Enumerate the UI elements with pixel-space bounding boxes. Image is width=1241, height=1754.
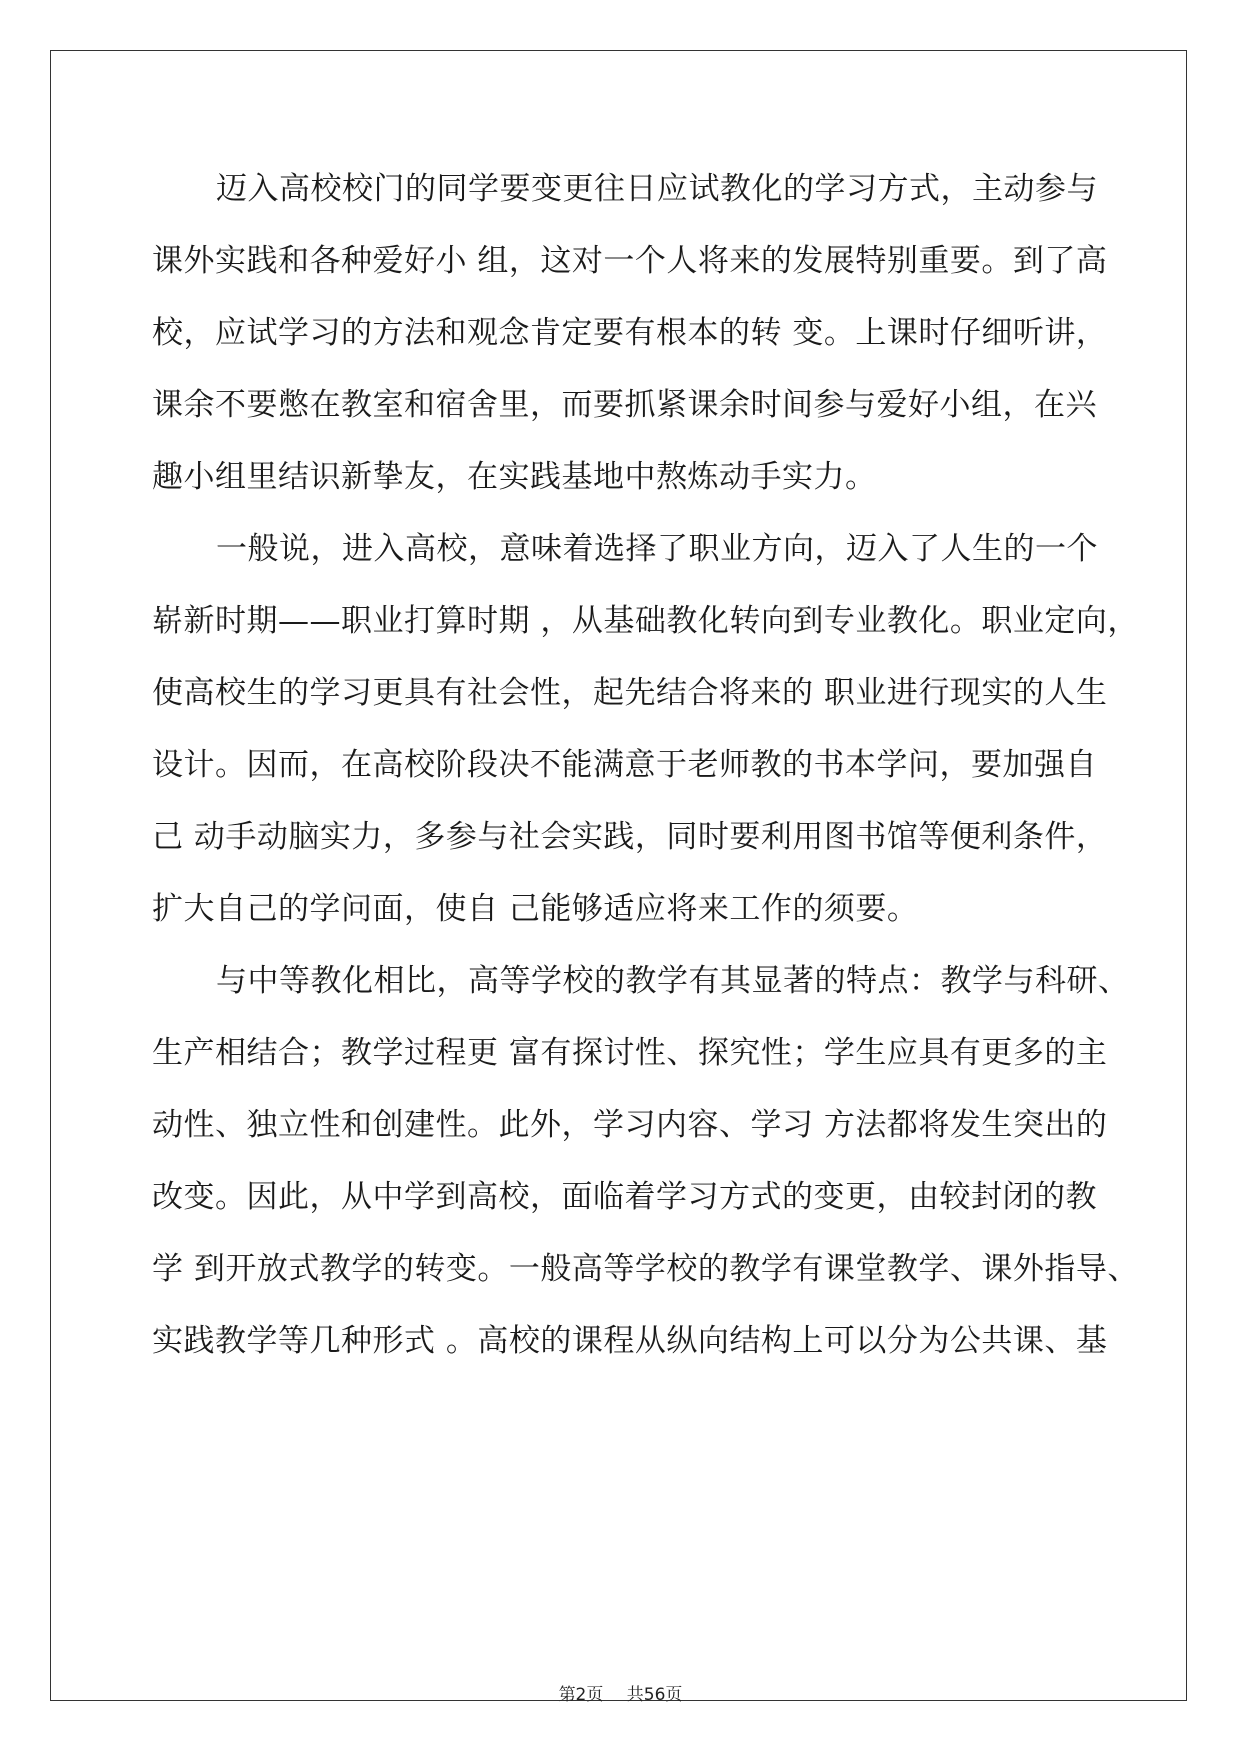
paragraph-1-line-1: 迈入高校校门的同学要变更往日应试教化的学习方式，主动参与 [216,171,1098,207]
paragraph-3-line-1: 与中等教化相比，高等学校的教学有其显著的特点：教学与科研、 [216,963,1130,999]
paragraph-2-line-4: 设计。因而，在高校阶段决不能满意于老师教的书本学问，要加强自 [152,747,1097,783]
paragraph-2-line-2: 崭新时期——职业打算时期 ，从基础教化转向到专业教化。职业定向， [152,603,1139,639]
paragraph-3-line-3: 动性、独立性和创建性。此外，学习内容、学习 方法都将发生突出的 [152,1107,1108,1143]
paragraph-3-line-6: 实践教学等几种形式 。高校的课程从纵向结构上可以分为公共课、基 [152,1323,1108,1359]
paragraph-1-line-2: 课外实践和各种爱好小 组，这对一个人将来的发展特别重要。到了高 [152,243,1108,279]
document-body [152,160,1139,1384]
paragraph-2-line-5: 己 动手动脑实力，多参与社会实践，同时要利用图书馆等便利条件， [152,819,1108,855]
paragraph-3-line-4: 改变。因此，从中学到高校，面临着学习方式的变更，由较封闭的教 [152,1179,1097,1215]
total-pages: 共56页 [626,1685,683,1705]
paragraph-1-line-3: 校，应试学习的方法和观念肯定要有根本的转 变。上课时仔细听讲， [152,315,1108,351]
paragraph-3-line-5: 学 到开放式教学的转变。一般高等学校的教学有课堂教学、课外指导、 [152,1251,1139,1287]
paragraph-1-line-4: 课余不要憋在教室和宿舍里，而要抓紧课余时间参与爱好小组，在兴 [152,387,1097,423]
paragraph-2-line-1: 一般说，进入高校，意味着选择了职业方向，迈入了人生的一个 [216,531,1098,567]
paragraph-2-line-3: 使高校生的学习更具有社会性，起先结合将来的 职业进行现实的人生 [152,675,1108,711]
paragraph-1-line-5: 趣小组里结识新挚友，在实践基地中熬炼动手实力。 [152,459,877,495]
paragraph-3-line-2: 生产相结合；教学过程更 富有探讨性、探究性；学生应具有更多的主 [152,1035,1108,1071]
page-number: 第2页 [558,1685,604,1705]
paragraph-2-line-6: 扩大自己的学问面，使自 己能够适应将来工作的须要。 [152,891,919,927]
page-footer [0,1680,1241,1705]
